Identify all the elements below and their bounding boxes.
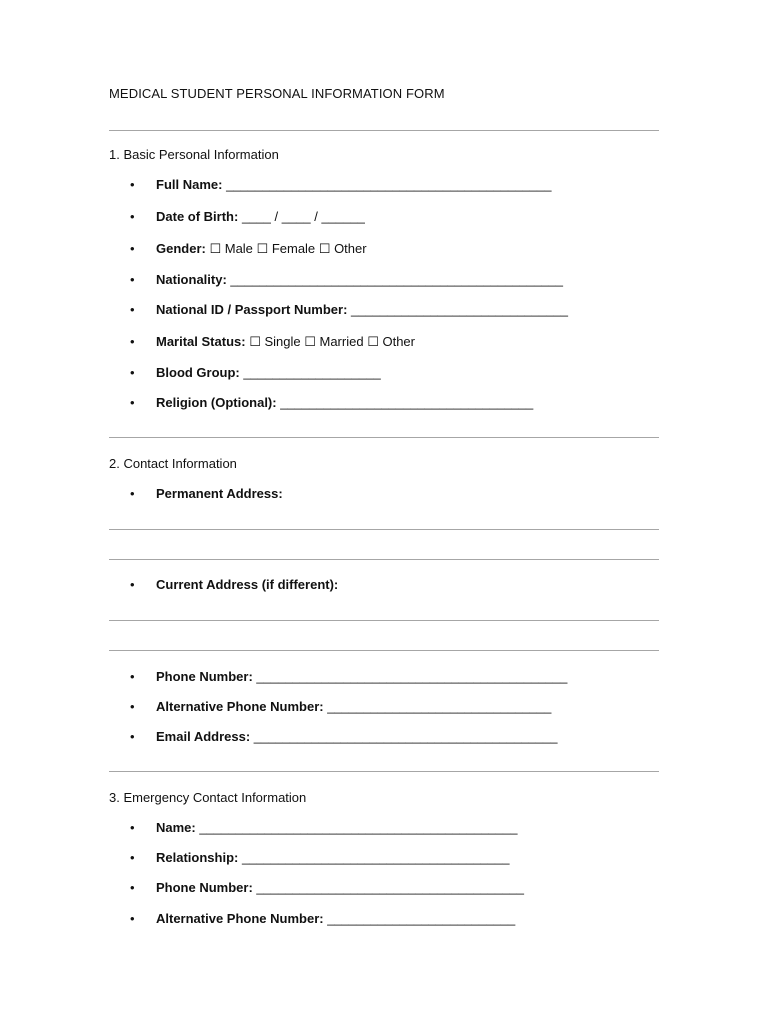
field-permanent-address [130, 486, 283, 501]
bullet: • [130, 241, 135, 256]
bullet: • [130, 334, 135, 349]
field-blank[interactable]: ____________________________________________ [195, 820, 518, 835]
field-full-name[interactable] [130, 177, 551, 192]
field-label: Date of Birth: [156, 209, 239, 224]
address-line[interactable] [109, 620, 659, 621]
field-current-address [130, 577, 338, 592]
field-emergency-name[interactable] [130, 820, 517, 835]
bullet: • [130, 209, 135, 224]
address-line[interactable] [109, 559, 659, 560]
field-blank[interactable]: ___________________________________________ [252, 669, 568, 684]
field-date-of-birth[interactable] [130, 209, 365, 224]
field-national-id[interactable] [130, 302, 568, 317]
divider [109, 437, 659, 438]
field-label: Marital Status: [156, 334, 246, 349]
bullet: • [130, 365, 135, 380]
field-label: Current Address (if different): [156, 577, 339, 592]
field-blank[interactable]: ___________________________________ [276, 395, 534, 410]
field-blank[interactable]: __________________________ [323, 911, 516, 926]
field-label: Phone Number: [156, 880, 253, 895]
field-phone-number[interactable] [130, 669, 567, 684]
field-blood-group[interactable] [130, 365, 381, 380]
divider [109, 771, 659, 772]
bullet: • [130, 880, 135, 895]
field-marital-status [130, 334, 415, 350]
field-label: Permanent Address: [156, 486, 283, 501]
checkbox-married[interactable]: ☐ Married [304, 334, 364, 349]
bullet: • [130, 911, 135, 926]
field-label: Email Address: [156, 729, 251, 744]
field-blank[interactable]: ______________________________________________ [226, 272, 563, 287]
field-blank[interactable]: ______________________________ [347, 302, 568, 317]
field-emergency-alternative-phone[interactable] [130, 911, 515, 926]
field-nationality[interactable] [130, 272, 563, 287]
section-heading-emergency-contact: 3. Emergency Contact Information [109, 790, 307, 805]
field-gender [130, 241, 367, 257]
checkbox-single[interactable]: ☐ Single [249, 334, 301, 349]
field-emergency-phone[interactable] [130, 880, 524, 895]
field-label: Phone Number: [156, 669, 253, 684]
bullet: • [130, 395, 135, 410]
section-heading-contact-info: 2. Contact Information [109, 456, 237, 471]
field-blank[interactable]: _____________________________________________ [222, 177, 552, 192]
bullet: • [130, 177, 135, 192]
field-label: Gender: [156, 241, 206, 256]
field-label: Alternative Phone Number: [156, 699, 324, 714]
field-label: Alternative Phone Number: [156, 911, 324, 926]
field-blank[interactable]: _____________________________________ [252, 880, 524, 895]
bullet: • [130, 272, 135, 287]
bullet: • [130, 486, 135, 501]
checkbox-other[interactable]: ☐ Other [367, 334, 415, 349]
field-email-address[interactable] [130, 729, 557, 744]
bullet: • [130, 699, 135, 714]
address-line[interactable] [109, 650, 659, 651]
field-label: Blood Group: [156, 365, 240, 380]
bullet: • [130, 669, 135, 684]
form-title: MEDICAL STUDENT PERSONAL INFORMATION FORM [109, 86, 445, 101]
field-blank[interactable]: _____________________________________ [238, 850, 510, 865]
checkbox-male[interactable]: ☐ Male [209, 241, 253, 256]
divider [109, 130, 659, 131]
field-label: Relationship: [156, 850, 239, 865]
section-heading-basic-info: 1. Basic Personal Information [109, 147, 279, 162]
checkbox-female[interactable]: ☐ Female [256, 241, 316, 256]
address-line[interactable] [109, 529, 659, 530]
field-blank[interactable]: _______________________________ [323, 699, 552, 714]
bullet: • [130, 577, 135, 592]
field-label: Full Name: [156, 177, 223, 192]
bullet: • [130, 820, 135, 835]
field-blank[interactable]: ____ / ____ / ______ [238, 209, 365, 224]
bullet: • [130, 302, 135, 317]
field-blank[interactable]: ___________________ [239, 365, 381, 380]
field-label: National ID / Passport Number: [156, 302, 348, 317]
field-religion[interactable] [130, 395, 533, 410]
field-label: Nationality: [156, 272, 227, 287]
bullet: • [130, 850, 135, 865]
field-blank[interactable]: __________________________________________ [250, 729, 558, 744]
field-alternative-phone[interactable] [130, 699, 551, 714]
checkbox-other[interactable]: ☐ Other [318, 241, 367, 256]
field-label: Name: [156, 820, 196, 835]
bullet: • [130, 729, 135, 744]
field-emergency-relationship[interactable] [130, 850, 509, 865]
field-label: Religion (Optional): [156, 395, 277, 410]
